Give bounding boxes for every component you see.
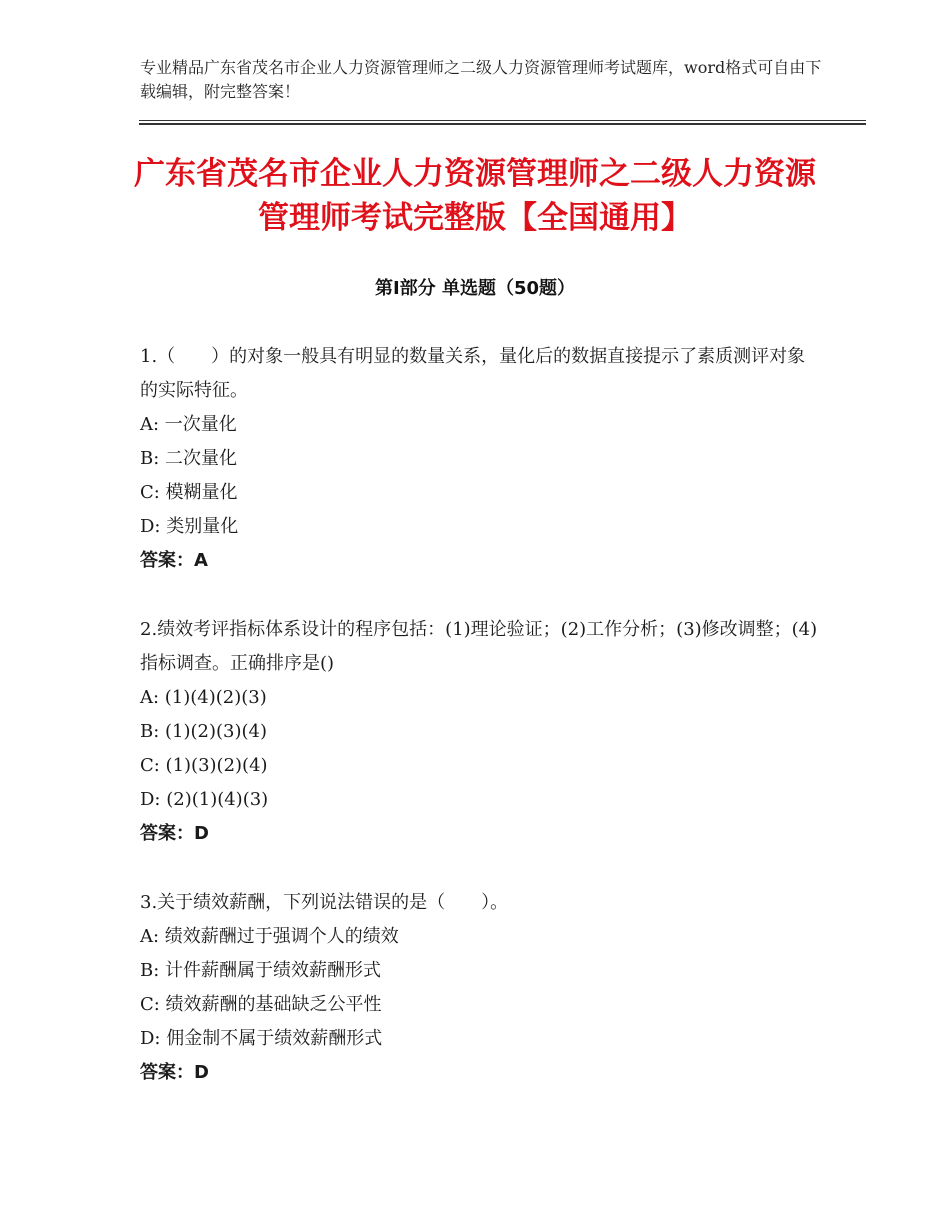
option-d: D: (2)(1)(4)(3)	[140, 789, 269, 810]
answer: 答案：A	[140, 550, 208, 571]
option-a: A: 一次量化	[140, 414, 237, 435]
option-b: B: (1)(2)(3)(4)	[140, 721, 268, 742]
header-divider	[139, 120, 866, 127]
header-note: 专业精品广东省茂名市企业人力资源管理师之二级人力资源管理师考试题库，word格式可自由下载编辑，附完整答案！	[140, 58, 822, 101]
section-heading: 第Ⅰ部分 单选题（50题）	[374, 278, 575, 299]
option-c: C: 绩效薪酬的基础缺乏公平性	[140, 994, 382, 1015]
answer: 答案：D	[140, 1062, 209, 1083]
question-stem: 2.绩效考评指标体系设计的程序包括：(1)理论验证；(2)工作分析；(3)修改调整；(4)指标调查。正确排序是()	[140, 619, 818, 674]
question-1	[140, 340, 820, 578]
question-stem: 3.关于绩效薪酬，下列说法错误的是（ ）。	[140, 892, 509, 913]
question-2	[140, 613, 820, 851]
question-stem: 1.（ ）的对象一般具有明显的数量关系，量化后的数据直接提示了素质测评对象的实际特征。	[140, 346, 806, 401]
option-c: C: (1)(3)(2)(4)	[140, 755, 268, 776]
option-d: D: 佣金制不属于绩效薪酬形式	[140, 1028, 383, 1049]
answer: 答案：D	[140, 823, 209, 844]
option-a: A: 绩效薪酬过于强调个人的绩效	[140, 926, 399, 947]
option-c: C: 模糊量化	[140, 482, 238, 503]
document-title: 广东省茂名市企业人力资源管理师之二级人力资源管理师考试完整版【全国通用】	[134, 156, 816, 236]
option-b: B: 二次量化	[140, 448, 238, 469]
option-b: B: 计件薪酬属于绩效薪酬形式	[140, 960, 382, 981]
option-a: A: (1)(4)(2)(3)	[140, 687, 267, 708]
question-3	[140, 886, 820, 1090]
option-d: D: 类别量化	[140, 516, 239, 537]
